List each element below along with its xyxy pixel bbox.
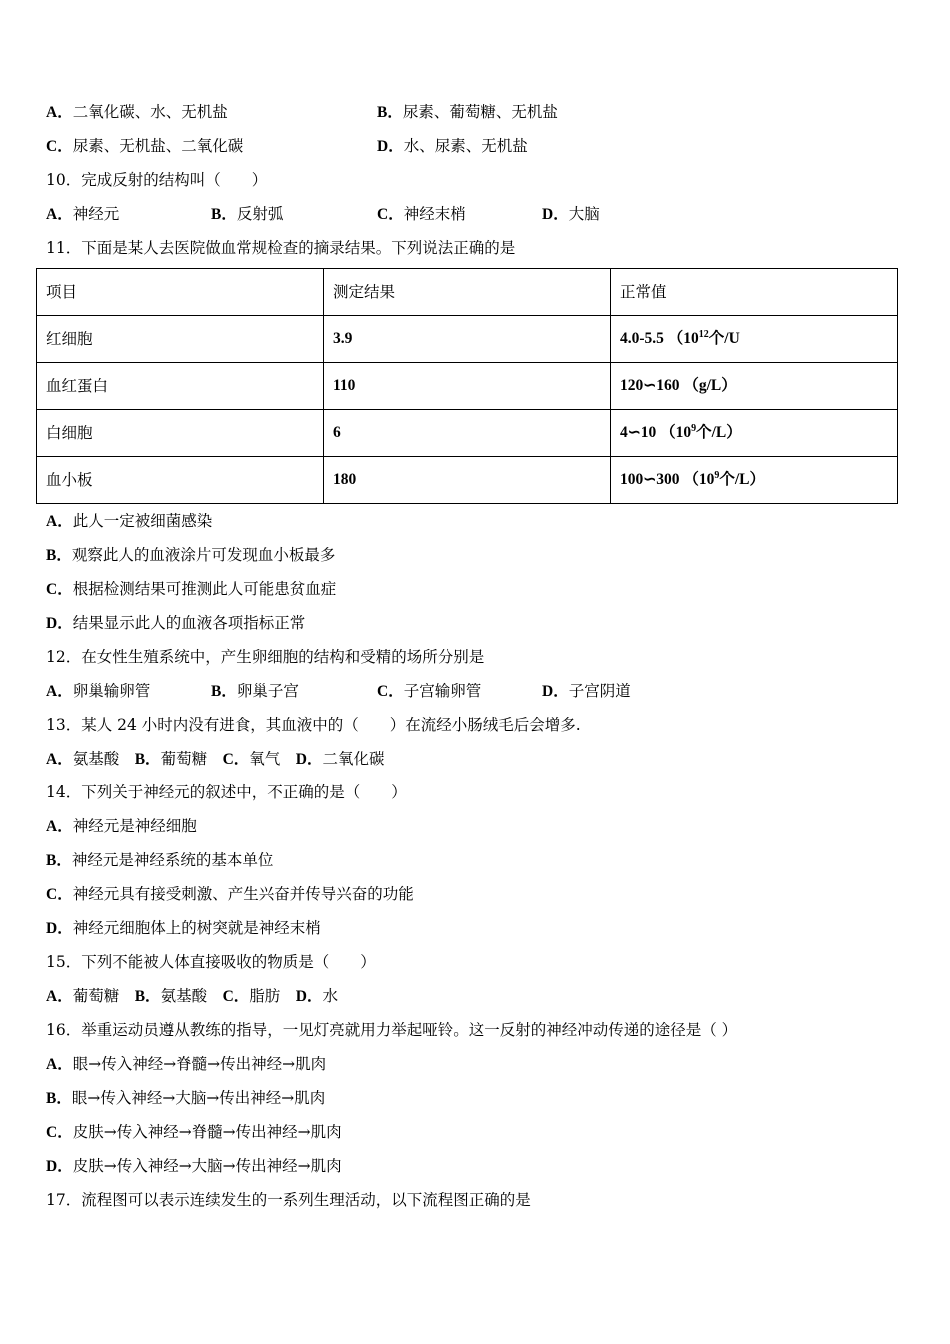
q12-option-d xyxy=(542,680,631,702)
normal-unit: 个/L） xyxy=(696,424,742,441)
normal-exponent: 9 xyxy=(714,470,720,481)
option-text: 皮肤→传入神经→大脑→传出神经→肌肉 xyxy=(72,1157,342,1175)
option-text: 尿素、无机盐、二氧化碳 xyxy=(72,137,244,155)
option-label: A． xyxy=(46,683,73,700)
q10-option-c xyxy=(377,203,466,225)
q11-option-c xyxy=(46,578,336,600)
q12-option-a xyxy=(46,680,150,702)
option-text: 葡萄糖 xyxy=(160,750,208,768)
cell-result: 110 xyxy=(324,363,611,410)
q14-option-c xyxy=(46,883,414,905)
option-text: 氧气 xyxy=(249,750,281,768)
option-label: A． xyxy=(46,818,73,835)
q9-option-b xyxy=(377,101,558,123)
option-text: 神经元细胞体上的树突就是神经末梢 xyxy=(72,919,321,937)
option-label: D． xyxy=(295,751,323,768)
normal-base: 4∽10 （10 xyxy=(620,424,692,441)
option-label: B． xyxy=(134,751,161,768)
header-normal: 正常值 xyxy=(611,269,898,316)
option-text: 眼→传入神经→脊髓→传出神经→肌肉 xyxy=(72,1055,327,1073)
q11-option-a xyxy=(46,510,212,532)
option-label: C． xyxy=(377,206,404,223)
q11-option-b xyxy=(46,544,335,566)
normal-base: 120∽160 （g/L） xyxy=(620,377,737,394)
option-label: A． xyxy=(46,751,73,768)
option-label: A． xyxy=(46,1056,73,1073)
option-text: 卵巢输卵管 xyxy=(72,682,151,700)
table-row xyxy=(37,410,898,457)
option-label: D． xyxy=(377,138,404,155)
option-text: 神经元是神经细胞 xyxy=(72,817,197,835)
q11-option-d xyxy=(46,612,305,634)
q16-option-d xyxy=(46,1155,342,1177)
q15-options xyxy=(46,985,338,1007)
option-label: B． xyxy=(46,1090,72,1107)
q10-option-b xyxy=(211,203,283,225)
q15-stem: 15．下列不能被人体直接吸收的物质是（ ） xyxy=(46,953,376,971)
option-text: 根据检测结果可推测此人可能患贫血症 xyxy=(72,580,337,598)
option-text: 子宫输卵管 xyxy=(403,682,482,700)
cell-result: 3.9 xyxy=(324,316,611,363)
q9-option-d xyxy=(377,135,528,157)
option-text: 氨基酸 xyxy=(160,987,208,1005)
option-label: B． xyxy=(211,206,237,223)
option-text: 葡萄糖 xyxy=(72,987,120,1005)
option-label: C． xyxy=(222,988,250,1005)
normal-unit: 个/L） xyxy=(719,471,766,488)
option-text: 神经元是神经系统的基本单位 xyxy=(71,851,274,869)
option-label: B． xyxy=(211,683,237,700)
option-text: 神经末梢 xyxy=(403,205,466,223)
option-label: C． xyxy=(222,751,250,768)
option-label: D． xyxy=(295,988,323,1005)
q13-options xyxy=(46,748,385,770)
option-label: B． xyxy=(46,852,72,869)
q10-option-d xyxy=(542,203,600,225)
normal-exponent: 9 xyxy=(691,423,697,434)
normal-base: 4.0-5.5 （10 xyxy=(620,330,699,347)
option-label: B． xyxy=(46,547,72,564)
q11-stem: 11．下面是某人去医院做血常规检查的摘录结果。下列说法正确的是 xyxy=(46,239,516,257)
option-label: D． xyxy=(46,1158,73,1175)
table-header-row xyxy=(37,269,898,316)
option-text: 二氧化碳、水、无机盐 xyxy=(72,103,228,121)
option-label: B． xyxy=(377,104,403,121)
option-text: 卵巢子宫 xyxy=(236,682,299,700)
cell-item: 血小板 xyxy=(37,457,324,504)
option-label: A． xyxy=(46,206,73,223)
option-label: B． xyxy=(134,988,161,1005)
q12-option-c xyxy=(377,680,481,702)
q9-option-c xyxy=(46,135,243,157)
q14-stem: 14．下列关于神经元的叙述中，不正确的是（ ） xyxy=(46,783,407,801)
cell-result: 180 xyxy=(324,457,611,504)
q9-option-a xyxy=(46,101,228,123)
option-text: 氨基酸 xyxy=(72,750,120,768)
option-text: 神经元 xyxy=(72,205,120,223)
option-label: A． xyxy=(46,988,73,1005)
option-label: D． xyxy=(542,206,569,223)
q13-stem: 13．某人 24 小时内没有进食，其血液中的（ ）在流经小肠绒毛后会增多. xyxy=(46,716,581,734)
cell-result: 6 xyxy=(324,410,611,457)
option-text: 此人一定被细菌感染 xyxy=(72,512,213,530)
option-label: C． xyxy=(377,683,404,700)
option-label: D． xyxy=(46,920,73,937)
normal-exponent: 12 xyxy=(698,329,709,340)
option-text: 尿素、葡萄糖、无机盐 xyxy=(402,103,558,121)
option-text: 脂肪 xyxy=(249,987,281,1005)
table-row xyxy=(37,316,898,363)
option-text: 水、尿素、无机盐 xyxy=(403,137,528,155)
table-row xyxy=(37,457,898,504)
q12-option-b xyxy=(211,680,299,702)
blood-test-table xyxy=(36,268,898,504)
option-text: 反射弧 xyxy=(236,205,284,223)
option-text: 水 xyxy=(322,987,339,1005)
option-label: C． xyxy=(46,1124,73,1141)
q14-option-d xyxy=(46,917,321,939)
option-text: 结果显示此人的血液各项指标正常 xyxy=(72,614,306,632)
option-text: 子宫阴道 xyxy=(568,682,631,700)
option-text: 观察此人的血液涂片可发现血小板最多 xyxy=(71,546,336,564)
header-item: 项目 xyxy=(37,269,324,316)
cell-normal xyxy=(611,457,898,504)
q10-stem: 10．完成反射的结构叫（ ） xyxy=(46,171,268,189)
option-text: 二氧化碳 xyxy=(322,750,385,768)
q16-option-c xyxy=(46,1121,342,1143)
normal-unit: 个/U xyxy=(708,330,740,347)
option-text: 眼→传入神经→大脑→传出神经→肌肉 xyxy=(71,1089,326,1107)
q17-stem: 17．流程图可以表示连续发生的一系列生理活动，以下流程图正确的是 xyxy=(46,1191,531,1209)
q14-option-a xyxy=(46,815,197,837)
option-label: C． xyxy=(46,581,73,598)
option-label: A． xyxy=(46,104,73,121)
q16-option-a xyxy=(46,1053,326,1075)
cell-normal xyxy=(611,363,898,410)
q10-option-a xyxy=(46,203,119,225)
option-label: A． xyxy=(46,513,73,530)
cell-item: 红细胞 xyxy=(37,316,324,363)
option-text: 神经元具有接受刺激、产生兴奋并传导兴奋的功能 xyxy=(72,885,414,903)
table-row xyxy=(37,363,898,410)
cell-normal xyxy=(611,316,898,363)
option-text: 大脑 xyxy=(568,205,600,223)
header-result: 测定结果 xyxy=(324,269,611,316)
q12-stem: 12．在女性生殖系统中，产生卵细胞的结构和受精的场所分别是 xyxy=(46,648,485,666)
q16-option-b xyxy=(46,1087,325,1109)
q14-option-b xyxy=(46,849,273,871)
option-label: D． xyxy=(542,683,569,700)
cell-item: 白细胞 xyxy=(37,410,324,457)
normal-base: 100∽300 （10 xyxy=(620,471,715,488)
option-label: C． xyxy=(46,886,73,903)
q16-stem: 16．举重运动员遵从教练的指导，一见灯亮就用力举起哑铃。这一反射的神经冲动传递的途径是（ ） xyxy=(46,1021,738,1039)
option-label: C． xyxy=(46,138,73,155)
option-label: D． xyxy=(46,615,73,632)
option-text: 皮肤→传入神经→脊髓→传出神经→肌肉 xyxy=(72,1123,342,1141)
cell-item: 血红蛋白 xyxy=(37,363,324,410)
cell-normal xyxy=(611,410,898,457)
